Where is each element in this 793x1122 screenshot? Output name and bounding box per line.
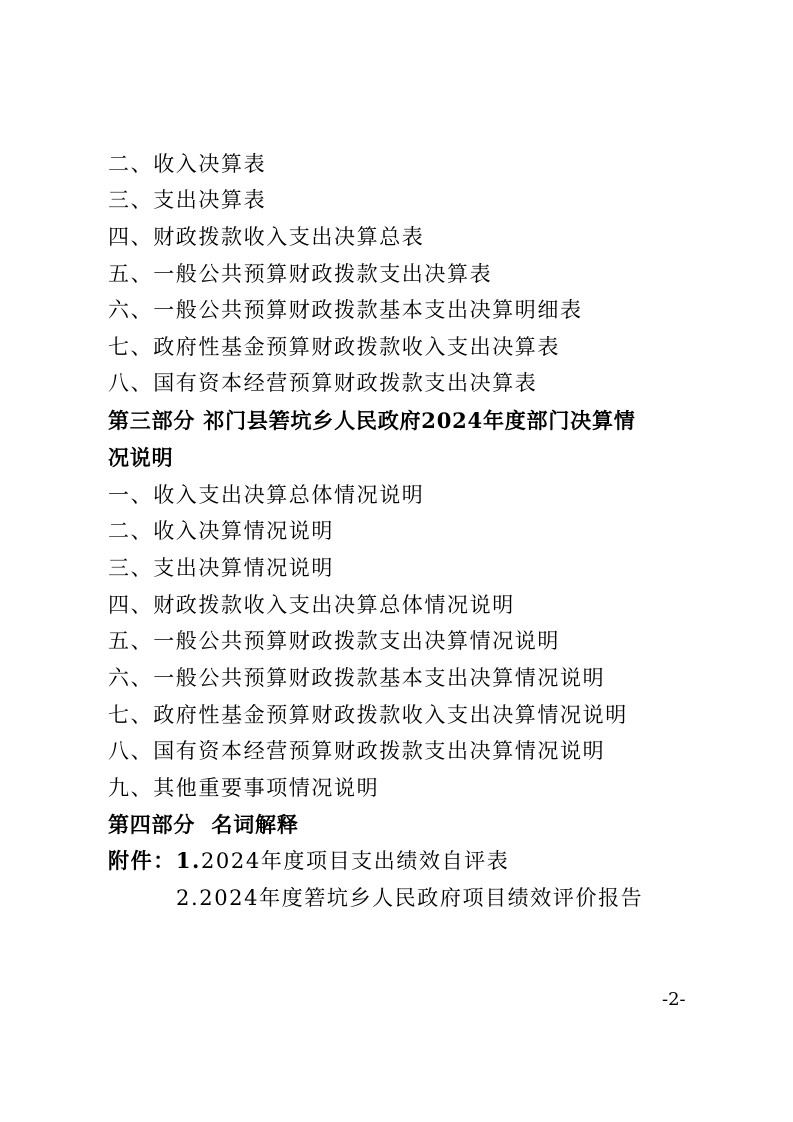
toc-item: 七、政府性基金预算财政拨款收入支出决算表 [108, 335, 560, 359]
toc-item: 六、一般公共预算财政拨款基本支出决算明细表 [108, 298, 583, 322]
toc-item: 七、政府性基金预算财政拨款收入支出决算情况说明 [108, 703, 628, 727]
part3-title-line1: 第三部分 祁门县箬坑乡人民政府2024年度部门决算情 [108, 408, 636, 433]
attachment-1-text: 2024年度项目支出绩效自评表 [200, 849, 510, 873]
toc-item: 三、支出决算表 [108, 188, 267, 212]
attachments-label: 附件： [108, 848, 176, 873]
toc-item: 三、支出决算情况说明 [108, 556, 334, 580]
toc-item: 一、收入支出决算总体情况说明 [108, 483, 425, 507]
toc-item: 九、其他重要事项情况说明 [108, 776, 380, 800]
toc-item: 二、收入决算情况说明 [108, 519, 334, 543]
toc-item: 四、财政拨款收入支出决算总体情况说明 [108, 593, 515, 617]
toc-item: 六、一般公共预算财政拨款基本支出决算情况说明 [108, 666, 606, 690]
toc-item: 八、国有资本经营预算财政拨款支出决算表 [108, 371, 538, 395]
toc-item: 五、一般公共预算财政拨款支出决算表 [108, 262, 493, 286]
attachment-line-1 [108, 843, 509, 879]
toc-item: 四、财政拨款收入支出决算总表 [108, 225, 425, 249]
toc-item: 五、一般公共预算财政拨款支出决算情况说明 [108, 629, 560, 653]
toc-item: 二、收入决算表 [108, 152, 267, 176]
part4-title: 第四部分 名词解释 [108, 812, 299, 837]
part3-title-line2: 况说明 [108, 445, 174, 470]
toc-item: 八、国有资本经营预算财政拨款支出决算情况说明 [108, 739, 606, 763]
attachment-line-2: 2.2024年度箬坑乡人民政府项目绩效评价报告 [176, 886, 644, 910]
page-number: -2- [662, 989, 686, 1010]
attachment-1-number: 1. [175, 848, 201, 873]
